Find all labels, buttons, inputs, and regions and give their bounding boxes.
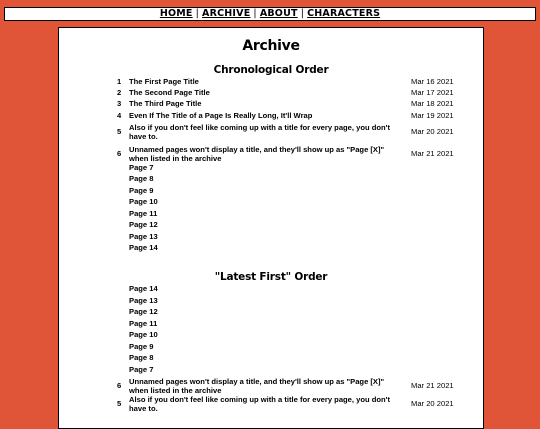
page-link[interactable]: Page 11 [129, 319, 158, 328]
page-title: Archive [242, 38, 300, 55]
page-link[interactable]: Page 11 [129, 209, 158, 218]
nav-link-archive[interactable]: ARCHIVE [202, 8, 251, 19]
archive-panel [58, 27, 484, 429]
page-date: Mar 19 2021 [411, 111, 454, 120]
nav-separator: | [253, 8, 257, 19]
nav-link-about[interactable]: ABOUT [259, 8, 298, 19]
page-date: Mar 16 2021 [411, 77, 454, 86]
page-date: Mar 21 2021 [411, 149, 454, 158]
page-link[interactable]: Page 7 [129, 163, 154, 172]
page-link[interactable]: Page 14 [129, 284, 158, 293]
page-link[interactable]: Page 13 [129, 232, 158, 241]
page-link[interactable]: Page 8 [129, 353, 154, 362]
page-number: 1 [117, 77, 122, 86]
page-number: 6 [117, 149, 122, 158]
page-link[interactable]: Page 9 [129, 186, 154, 195]
page-link[interactable]: Page 14 [129, 243, 158, 252]
page-number: 3 [117, 99, 122, 108]
page-link[interactable]: Page 10 [129, 197, 158, 206]
page-number: 5 [117, 127, 122, 136]
page-link[interactable]: Also if you don't feel like coming up with a title for every page, you don't have to. [129, 395, 390, 413]
nav-separator: | [300, 8, 305, 19]
page-date: Mar 18 2021 [411, 99, 454, 108]
page-link[interactable]: Even If The Title of a Page Is Really Long, It'll Wrap [129, 111, 313, 120]
page-link[interactable]: The Second Page Title [129, 88, 210, 97]
page-link[interactable]: Unnamed pages won't display a title, and they'll show up as "Page [X]" when listed in the archive [129, 377, 385, 395]
nav-link-home[interactable]: HOME [159, 8, 193, 19]
page-link[interactable]: Page 10 [129, 330, 158, 339]
page-link[interactable]: Page 12 [129, 220, 158, 229]
top-navigation [4, 7, 536, 21]
page-date: Mar 17 2021 [411, 88, 454, 97]
page-number: 2 [117, 88, 122, 97]
page-link[interactable]: Page 13 [129, 296, 158, 305]
page-link[interactable]: Page 7 [129, 365, 154, 374]
nav-link-characters[interactable]: CHARACTERS [307, 8, 381, 19]
page-date: Mar 21 2021 [411, 381, 454, 390]
latest-first-heading: "Latest First" Order [214, 270, 328, 283]
page-date: Mar 20 2021 [411, 127, 454, 136]
page-link[interactable]: The First Page Title [129, 77, 199, 86]
page-link[interactable]: The Third Page Title [129, 99, 202, 108]
page-link[interactable]: Unnamed pages won't display a title, and they'll show up as "Page [X]" when listed in the archive [129, 145, 385, 163]
chronological-heading: Chronological Order [213, 63, 329, 76]
page-link[interactable]: Page 8 [129, 174, 154, 183]
page-date: Mar 20 2021 [411, 399, 454, 408]
page-link[interactable]: Also if you don't feel like coming up with a title for every page, you don't have to. [129, 123, 390, 141]
page-number: 5 [117, 399, 122, 408]
page-number: 6 [117, 381, 122, 390]
page-number: 4 [117, 111, 122, 120]
page-link[interactable]: Page 9 [129, 342, 154, 351]
nav-separator: | [195, 8, 200, 19]
page-link[interactable]: Page 12 [129, 307, 158, 316]
